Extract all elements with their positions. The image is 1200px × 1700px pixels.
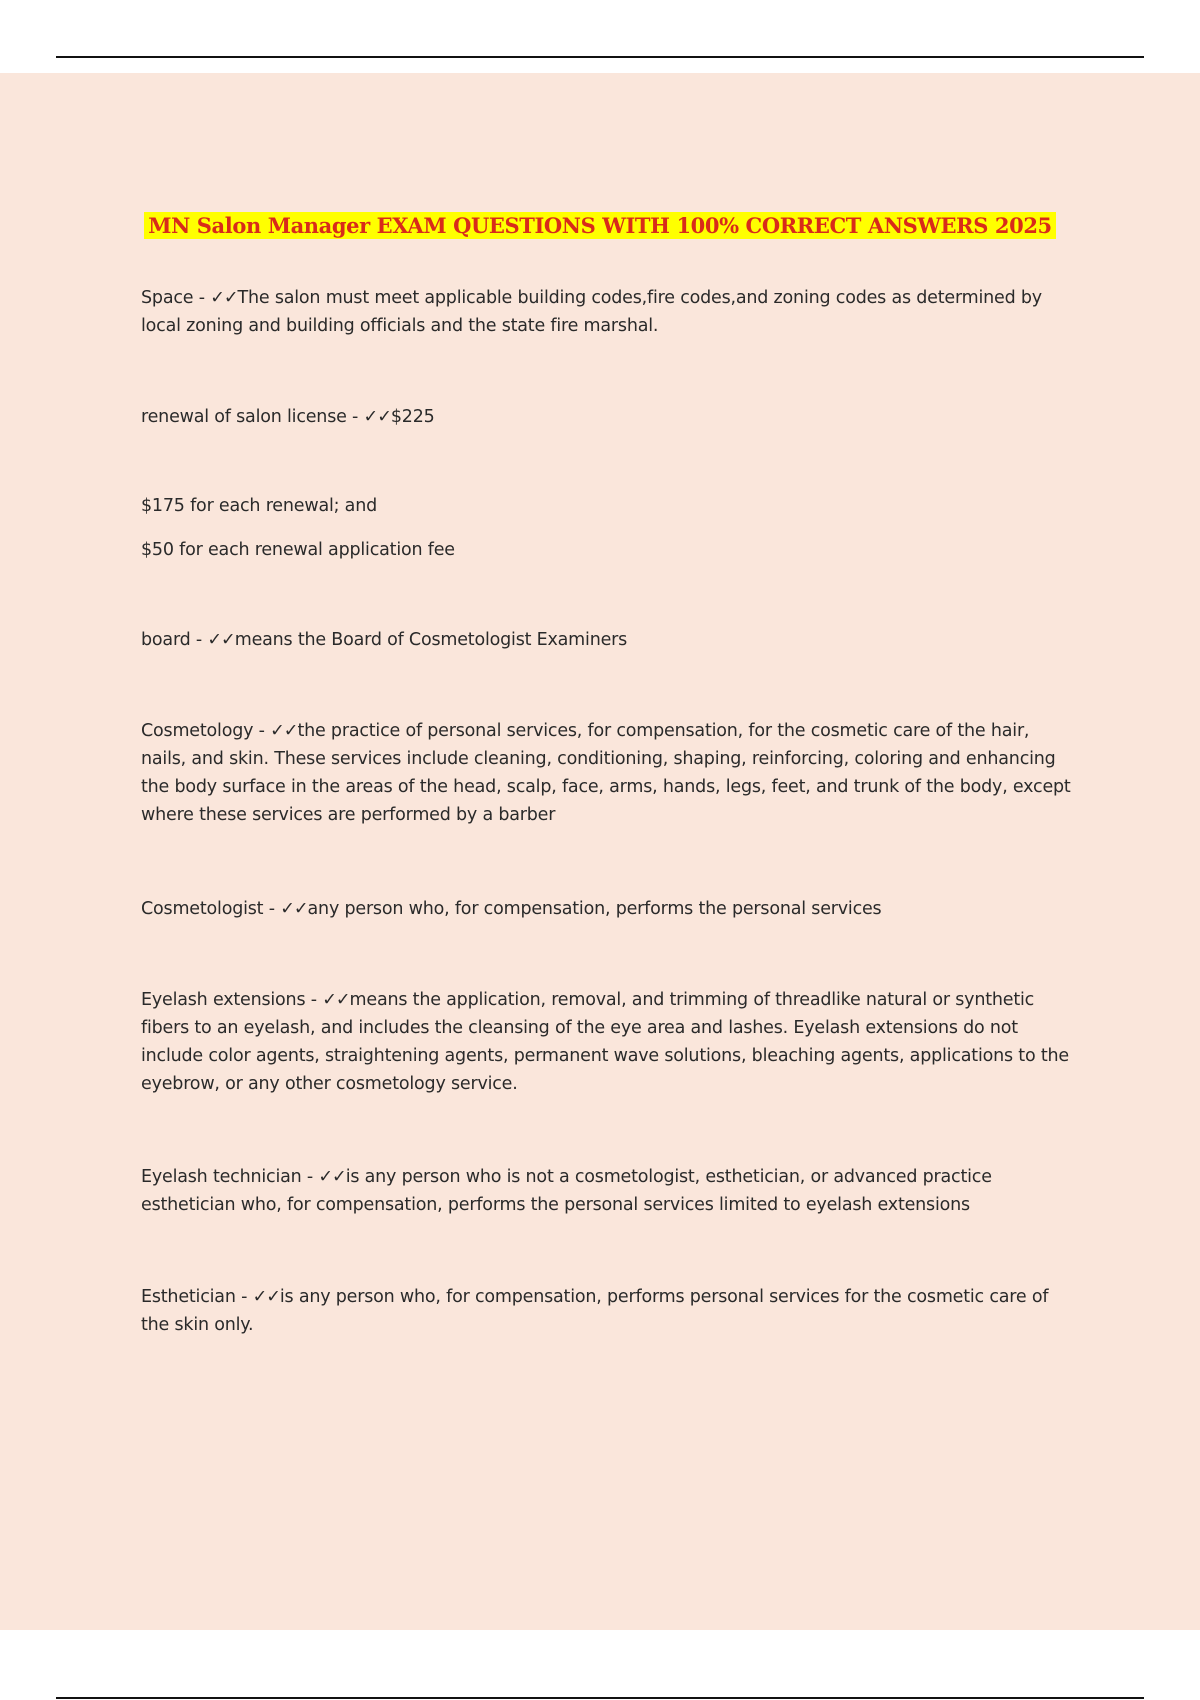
qa-entry-board <box>141 626 1071 654</box>
qa-entry-esthetician <box>141 1283 1071 1339</box>
separator: - <box>190 630 208 650</box>
header-rule <box>56 56 1144 58</box>
term-eyelash-extensions: Eyelash extensions <box>141 990 306 1010</box>
check-mark-icon: ✓✓ <box>270 721 298 741</box>
definition-eyelash-extensions: means the application, removal, and trimming of threadlike natural or synthetic fibers to an eyelash, and includes the cleansing of the eye area and lashes. Eyelash extensions do not include color agents, straightening agents, permanent wave solutions, bleaching agents, applications to the eyebrow, or any other cosmetology service. <box>141 990 1069 1094</box>
term-space: Space <box>141 288 194 308</box>
qa-entry-cosmetology <box>141 717 1071 829</box>
qa-entry-eyelash-technician <box>141 1163 1071 1219</box>
qa-entry-eyelash-extensions <box>141 986 1071 1098</box>
term-cosmetologist: Cosmetologist <box>141 899 264 919</box>
qa-entry-renewal <box>141 403 1071 431</box>
document-page <box>0 73 1200 1630</box>
separator: - <box>253 721 271 741</box>
separator: - <box>305 990 323 1010</box>
title-block <box>0 213 1200 238</box>
term-board: board <box>141 630 191 650</box>
definition-esthetician: is any person who, for compensation, performs personal services for the cosmetic care of the skin only. <box>141 1287 1049 1335</box>
check-mark-icon: ✓✓ <box>322 990 350 1010</box>
qa-entry-cosmetologist <box>141 895 1071 923</box>
separator: - <box>346 407 364 427</box>
separator: - <box>263 899 281 919</box>
definition-space: The salon must meet applicable building codes,fire codes,and zoning codes as determined by local zoning and building officials and the state fire marshal. <box>141 288 1042 336</box>
separator: - <box>301 1167 319 1187</box>
check-mark-icon: ✓✓ <box>210 288 238 308</box>
note-text: $50 for each renewal application fee <box>141 540 455 560</box>
definition-eyelash-technician: is any person who is not a cosmetologist, esthetician, or advanced practice esthetician who, for compensation, performs the personal services limited to eyelash extensions <box>141 1167 992 1215</box>
definition-renewal: $225 <box>390 407 435 427</box>
note-text: $175 for each renewal; and <box>141 496 378 516</box>
definition-board: means the Board of Cosmetologist Examiners <box>234 630 628 650</box>
term-renewal: renewal of salon license <box>141 407 347 427</box>
check-mark-icon: ✓✓ <box>252 1287 280 1307</box>
page-title: MN Salon Manager EXAM QUESTIONS WITH 100% CORRECT ANSWERS 2025 <box>144 212 1056 239</box>
definition-cosmetology: the practice of personal services, for compensation, for the cosmetic care of the hair, nails, and skin. These services include cleaning, conditioning, shaping, reinforcing, coloring and enhancing the body surface in the areas of the head, scalp, face, arms, hands, legs, feet, and trunk of the body, except where these services are performed by a barber <box>141 721 1071 825</box>
term-cosmetology: Cosmetology <box>141 721 254 741</box>
term-eyelash-technician: Eyelash technician <box>141 1167 302 1187</box>
note-renewal-fee <box>141 492 1071 520</box>
note-application-fee <box>141 536 1071 564</box>
separator: - <box>235 1287 253 1307</box>
check-mark-icon: ✓✓ <box>280 899 308 919</box>
term-esthetician: Esthetician <box>141 1287 236 1307</box>
footer-rule <box>56 1697 1144 1699</box>
qa-entry-space <box>141 284 1071 340</box>
check-mark-icon: ✓✓ <box>207 630 235 650</box>
definition-cosmetologist: any person who, for compensation, performs the personal services <box>307 899 882 919</box>
separator: - <box>193 288 211 308</box>
check-mark-icon: ✓✓ <box>363 407 391 427</box>
check-mark-icon: ✓✓ <box>318 1167 346 1187</box>
